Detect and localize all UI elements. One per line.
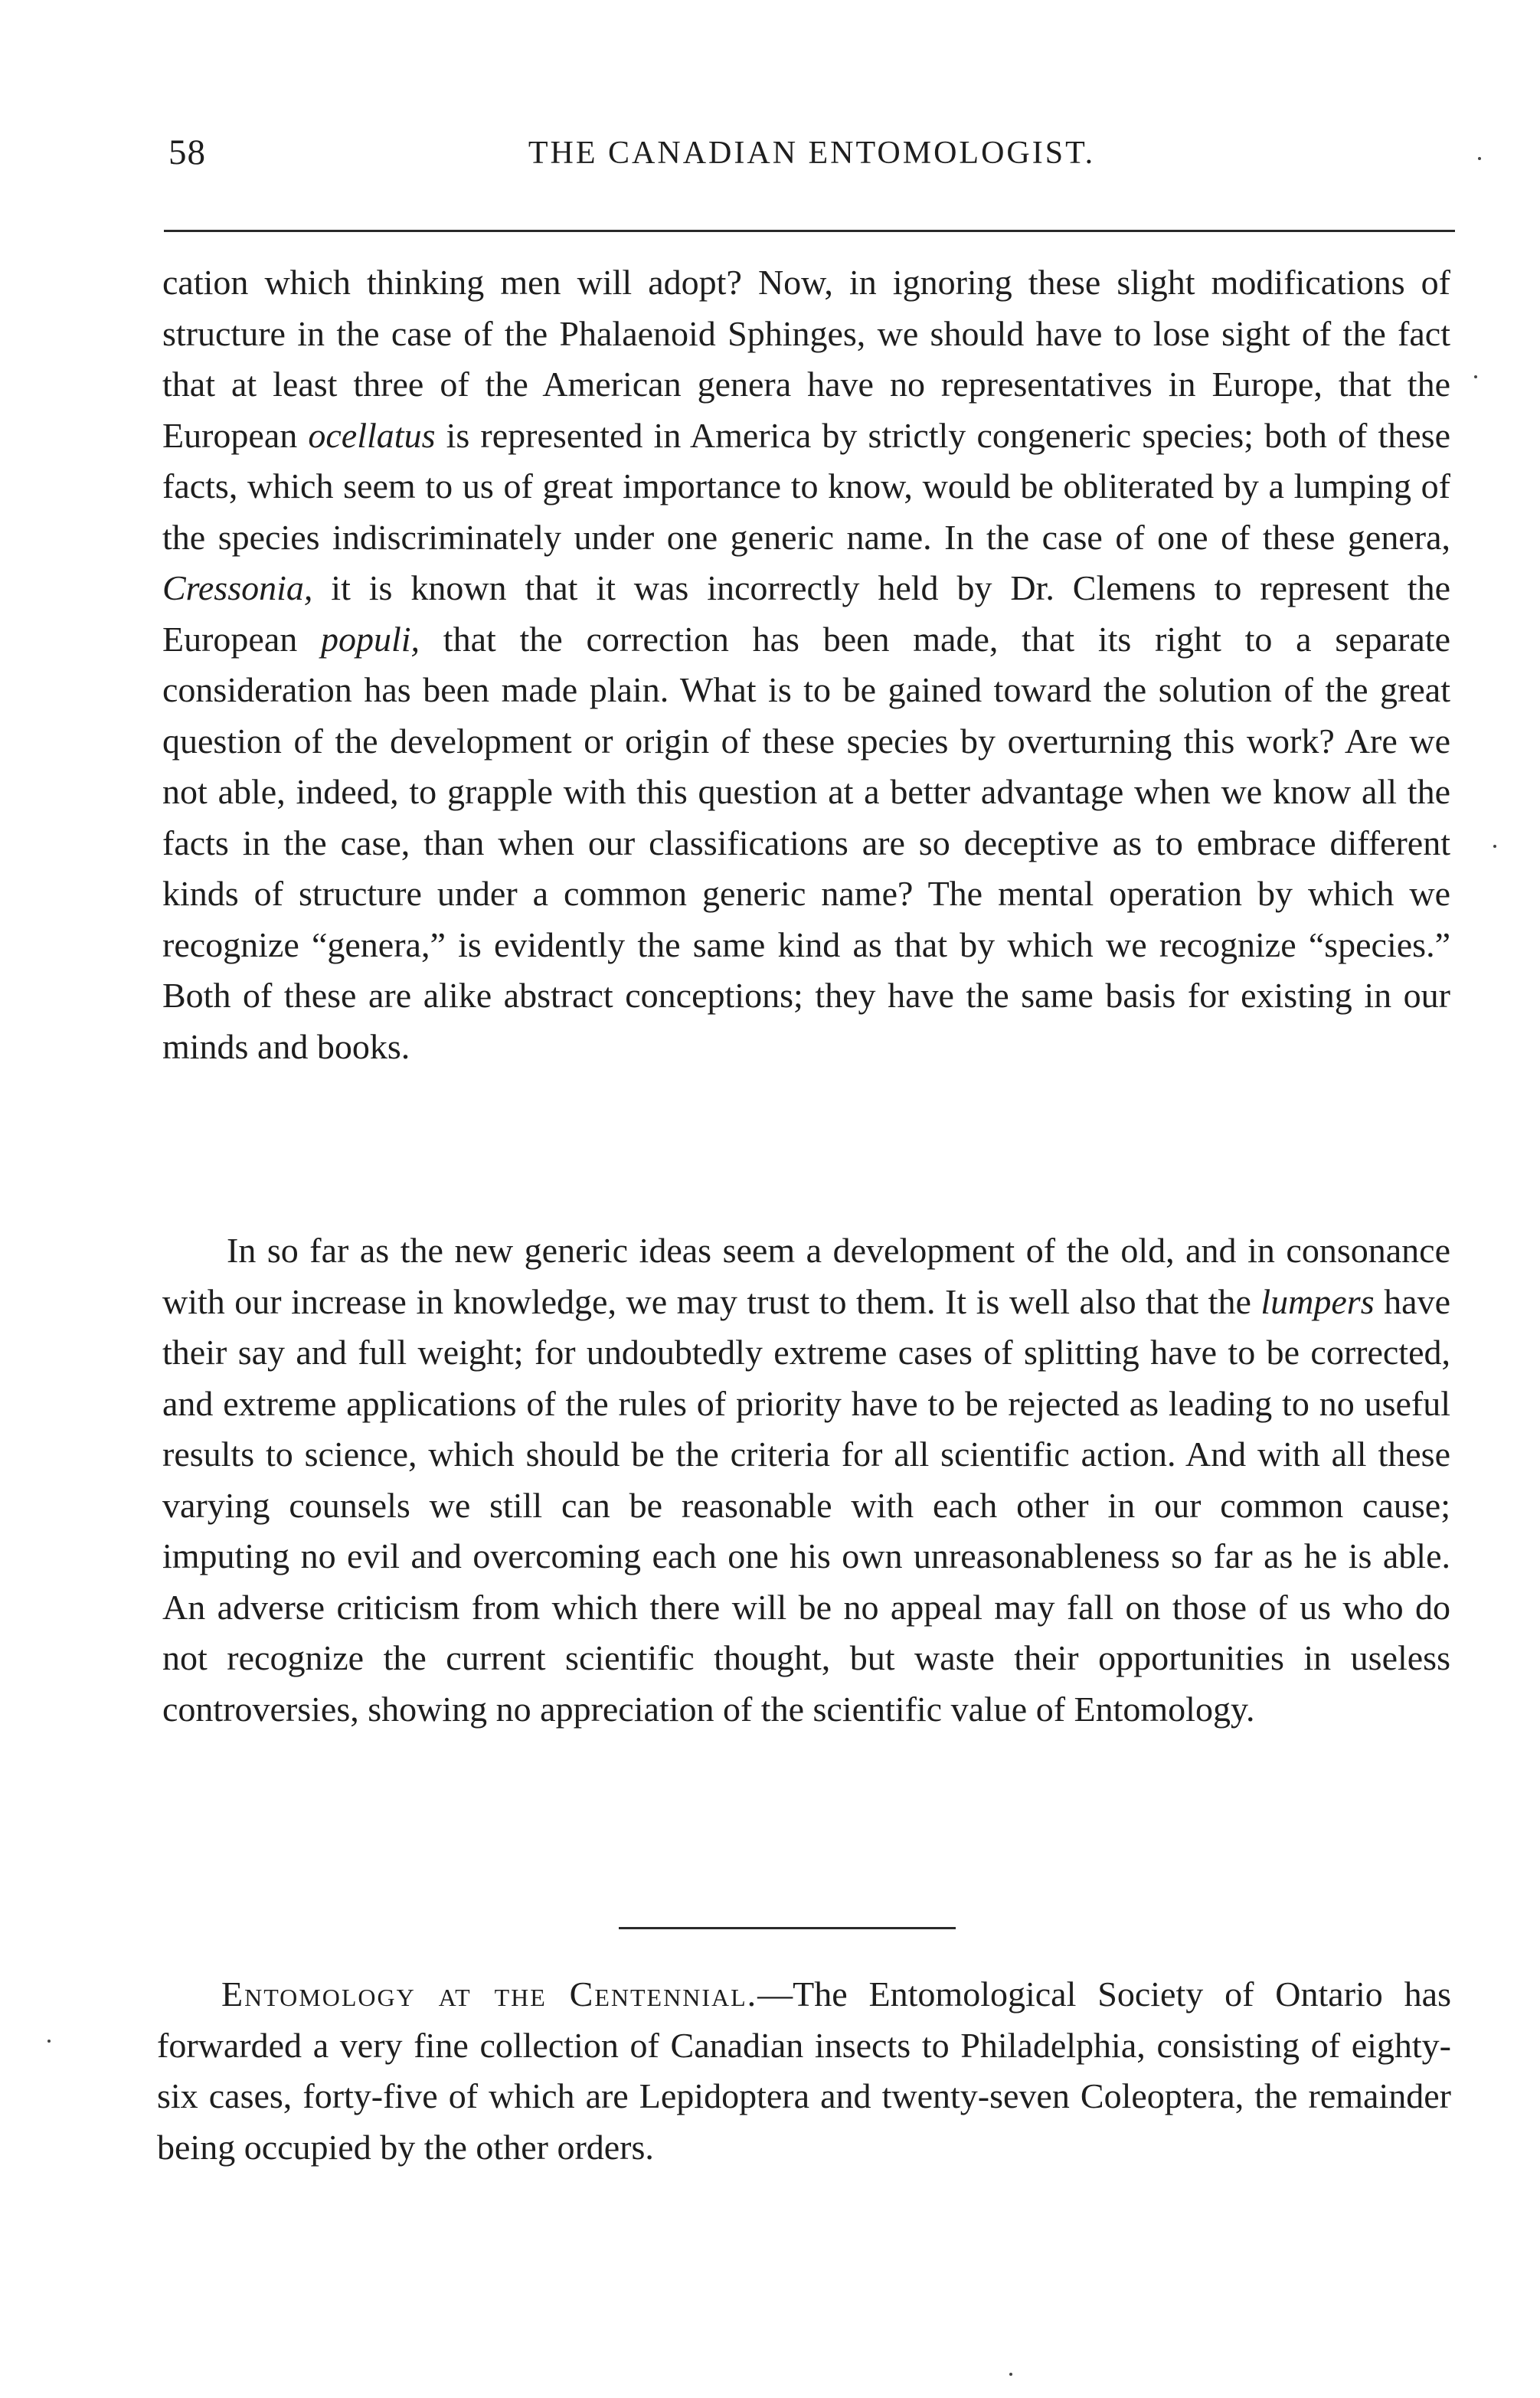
italic-term: lumpers [1260,1281,1375,1321]
header-rule [164,230,1455,232]
scan-speck [1474,375,1477,378]
page-number: 58 [168,132,206,172]
text-run: cation which thinking men will adopt? Now, in ignoring these slight modifications of structure in the case of the Phalaenoid Sphinges, we should have to lose sight of the fact that at least three of the American genera have no representatives in Europe, that the European [162,263,1450,455]
italic-term: ocellatus [308,415,436,455]
journal-title: THE CANADIAN ENTOMOLOGIST. [528,136,1096,171]
text-run: In so far as the new generic ideas seem a development of the old, and in consonance with our increase in knowledge, we may trust to them. It is well also that the [162,1231,1450,1321]
italic-term: populi, [321,619,420,659]
paragraph-continuation [162,257,1450,1072]
scan-speck [47,2040,51,2043]
scan-speck [1478,157,1481,160]
text-run: —The Entomological Society of Ontario has forwarded a very fine collection of Canadian insects to Philadelphia, consisting of eighty-six cases, forty-five of which are Lepidoptera and twenty-seven Coleoptera, the remainder being occupied by the other orders. [157,1974,1452,2167]
text-run: have their say and full weight; for undoubtedly extreme cases of splitting have to be corrected, and extreme applications of the rules of priority have to be rejected as leading to no useful results to science, which should be the criteria for all scientific action. And with all these varying counsels we still can be reasonable with each other in our common cause; imputing no evil and overcoming each one his own unreasonableness so far as he is able. An adverse criticism from which there will be no appeal may fall on those of us who do not recognize the current scientific thought, but waste their opportunities in useless controversies, showing no appreciation of the scientific value of Entomology. [162,1281,1450,1729]
scan-speck [1009,2373,1012,2376]
section-divider [619,1927,956,1929]
news-item-paragraph [157,1969,1451,2173]
text-run: that the correction has been made, that its right to a separate consideration has been made plain. What is to be gained toward the solution of the great question of the development or origin of these species by overturning this work? Are we not able, indeed, to grapple with this question at a better advantage when we know all the facts in the case, than when our classifications are so deceptive as to embrace different kinds of structure under a common generic name? The mental operation by which we recognize “genera,” is evidently the same kind as that by which we recognize “species.” Both of these are alike abstract conceptions; they have the same basis for existing in our minds and books. [162,619,1450,1066]
paragraph [162,1225,1450,1735]
scan-speck [1493,845,1496,848]
running-head [168,132,1455,185]
italic-term: Cressonia, [162,568,313,607]
text-run: it is known that it was incorrectly held by Dr. Clemens to represent the European [162,568,1450,659]
section-heading: Entomology at the Centennial. [221,1974,758,2014]
text-run: is represented in America by strictly congeneric species; both of these facts, which seem to us of great importance to know, would be obliterated by a lumping of the species indiscriminately under one generic name. In the case of one of these genera, [162,415,1450,557]
